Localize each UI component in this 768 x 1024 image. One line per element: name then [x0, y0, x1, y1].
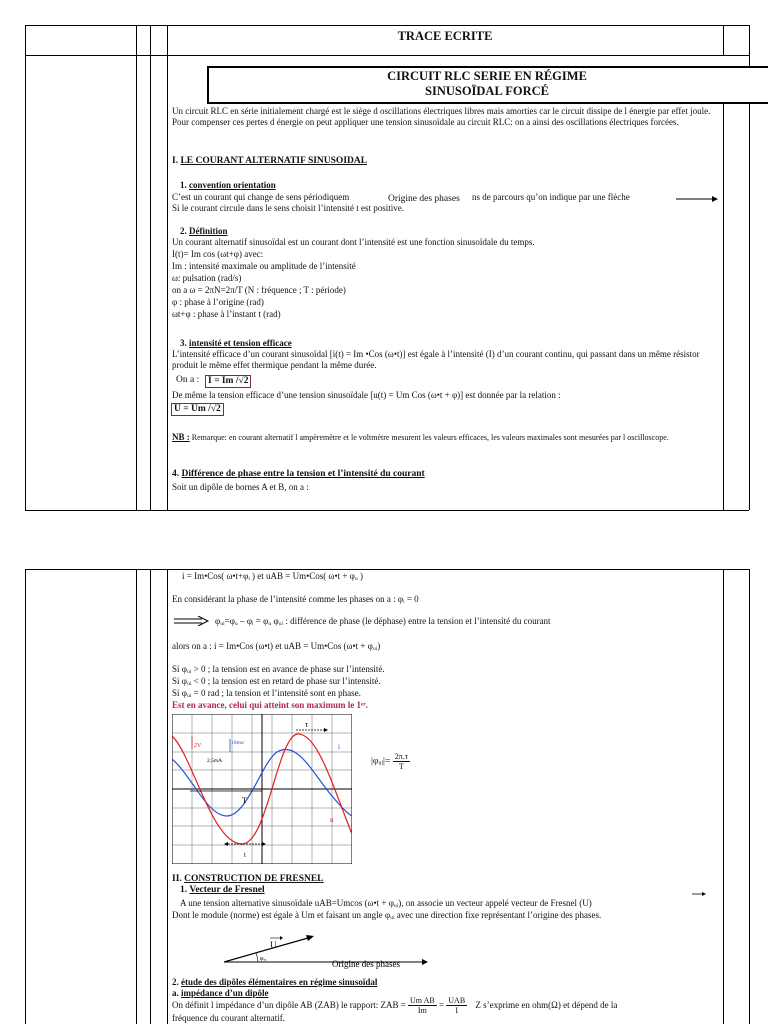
direction-arrow: [676, 194, 718, 204]
fresnel-line2: Dont le module (norme) est égale à Um et faisant un angle φᵤᵢ avec une direction fixe représentant l’origine des phases.: [172, 910, 602, 920]
imp-eq: =: [438, 1000, 445, 1010]
def-line-1: I(t)= Im cos (ωt+φ) avec:: [172, 249, 264, 259]
page-header-title: TRACE ECRITE: [397, 29, 493, 43]
vector-U-label: U: [270, 940, 277, 950]
case-1: Si φᵤᵢ < 0 ; la tension est en retard de phase sur l’intensité.: [172, 676, 381, 686]
nb-label: NB :: [172, 432, 190, 442]
def-line-3: ω: pulsation (rad/s): [172, 273, 242, 283]
fresnel-diagram: [222, 930, 462, 970]
sub3-heading: [180, 338, 292, 349]
eff-line1: L’intensité efficace d’un courant sinusoïdal [i(t) = Im •Cos (ω•t)] est égale à l’intensité (I) d’un courant continu, qui passant dans un même résistor produit le même effet thermique pendant la même durée.: [172, 349, 700, 370]
sub1-num: 1.: [180, 180, 187, 190]
section2-text: CONSTRUCTION DE FRESNEL: [184, 874, 324, 884]
case-0: Si φᵤᵢ > 0 ; la tension est en avance de phase sur l’intensité.: [172, 664, 385, 674]
label-T: T: [242, 796, 247, 805]
def-line-5: φ : phase à l’origine (rad): [172, 297, 264, 307]
label-tau: τ: [305, 720, 309, 729]
nb-text: Remarque: en courant alternatif l ampèremètre et le voltmètre mesurent les valeurs efficaces, les valeurs maximales sont mesurées par l oscilloscope.: [191, 433, 669, 442]
eff-on-a: On a :: [176, 375, 200, 385]
impedance-text: impédance d’un dipôle: [181, 988, 269, 998]
formula-U-eff: U = Um /√2: [171, 403, 224, 416]
def-line-4: on a ω = 2πN=2π/T (N : fréquence ; T : période): [172, 285, 346, 295]
imp-frac1-den: Im: [417, 1006, 427, 1016]
label-i: i: [338, 743, 340, 751]
imp-frac1-num: Um AB: [410, 996, 435, 1006]
fresnel1-text: Vecteur de Fresnel: [189, 885, 265, 895]
fresnel1-num: 1.: [180, 885, 188, 895]
phi-formula-num: 2π.τ: [394, 752, 408, 761]
fresnel-vector-symbol: [692, 891, 706, 897]
label-ms: 10ms/: [231, 740, 245, 746]
def-line-0: Un courant alternatif sinusoïdal est un courant dont l’intensité est une fonction sinusoïdale du temps.: [172, 237, 535, 247]
highlight-rule: Est en avance, celui qui atteint son maximum le 1ᵉʳ.: [172, 700, 368, 710]
label-u: u: [330, 816, 334, 824]
sub1-text: convention orientation: [189, 180, 276, 190]
section1-heading-num: I.: [172, 156, 179, 166]
sub1-line1b: ns de parcours qu’on indique par une flèche: [472, 192, 630, 202]
phi-formula: [371, 752, 410, 771]
section2-num: II.: [172, 874, 182, 884]
sub4-line: Soit un dipôle de bornes A et B, on a :: [172, 482, 309, 492]
imp-frac2-den: I: [455, 1006, 459, 1016]
phi-formula-den: T: [398, 762, 404, 771]
eff-line2: De même la tension efficace d’une tension sinusoïdale [u(t) = Um Cos (ω•t + φ)] est donnée par la relation :: [172, 390, 561, 400]
vector-phi-label: φᵤᵢ: [260, 956, 267, 962]
nb-remark: [172, 432, 717, 443]
phi-formula-lhs: |φᵤᵢ|=: [371, 756, 391, 767]
intro-paragraph: Un circuit RLC en série initialement chargé est le siège d oscillations électriques libres mais amorties car le circuit dissipe de l énergie par effet joule. Pour compenser ces pertes d énergie on peut appliquer une tension sinusoïdale au circuit RLC: on a ainsi des oscillations électriques forcées.: [172, 106, 711, 127]
sub4-text: Différence de phase entre la tension et l’intensité du courant: [181, 469, 425, 479]
sub2-heading: [180, 226, 228, 237]
etude-text: étude des dipôles élémentaires en régime sinusoïdal: [181, 977, 378, 987]
def-line-6: ωt+φ : phase à l’instant t (rad): [172, 309, 281, 319]
sub3-text: intensité et tension efficace: [189, 338, 292, 348]
section2-heading: [172, 874, 324, 885]
label-scale: 2,5mA: [207, 758, 223, 764]
eq-top: i = Im•Cos( ω•t+φᵢ ) et uAB = Um•Cos( ω•t + φᵤ ): [182, 571, 364, 581]
sub1-line1a: C’est un courant qui change de sens périodiquem: [172, 192, 350, 202]
sub2-num: 2.: [180, 226, 187, 236]
section1-heading-text: LE COURANT ALTERNATIF SINUSOIDAL: [180, 156, 368, 166]
imp-line-b: Z s’exprime en ohm(Ω) et dépend de la: [475, 1000, 618, 1010]
impedance-line2: fréquence du courant alternatif.: [172, 1013, 285, 1023]
overlay-origine-label: Origine des phases: [388, 194, 460, 204]
implies-arrow-icon: [174, 616, 210, 626]
imp-line-a: On définit l impédance d’un dipôle AB (ZAB) le rapport: ZAB =: [172, 1000, 406, 1010]
phase-diff: φᵤᵢ=φᵤ – φᵢ = φᵤ φᵤᵢ : différence de phase (le déphase) entre la tension et l’intensité du courant: [215, 616, 551, 626]
fresnel-line1: A une tension alternative sinusoïdale uAB=Umcos (ω•t + φᵤᵢ), on associe un vecteur appelé vecteur de Fresnel (U): [180, 898, 592, 908]
sub4-num: 4.: [172, 469, 180, 479]
impedance-num: a.: [172, 988, 179, 998]
fresnel1-heading: [180, 885, 265, 896]
label-2V: 2V: [194, 743, 202, 749]
sub4-heading: [172, 469, 425, 480]
sub3-num: 3.: [180, 338, 187, 348]
section1-heading: [172, 156, 367, 167]
vector-origin-label: Origine des phases: [332, 959, 400, 969]
etude-num: 2.: [172, 977, 179, 987]
sub2-text: Définition: [189, 226, 228, 236]
oscilloscope-graph: [172, 714, 352, 864]
sub1-heading: [180, 180, 276, 191]
main-title-line1: CIRCUIT RLC SERIE EN RÉGIME: [387, 69, 587, 83]
def-line-2: Im : intensité maximale ou amplitude de l’intensité: [172, 261, 356, 271]
sub1-line2: Si le courant circule dans le sens choisit l’intensité t est positive.: [172, 203, 404, 213]
label-t: t: [244, 851, 246, 859]
main-title-line2: SINUSOÏDAL FORCÉ: [425, 84, 549, 98]
alors-line: alors on a : i = Im•Cos (ω•t) et uAB = Um•Cos (ω•t + φᵤᵢ): [172, 641, 381, 651]
imp-frac2-num: UAB: [448, 996, 466, 1006]
case-2: Si φᵤᵢ = 0 rad ; la tension et l’intensité sont en phase.: [172, 688, 361, 698]
etude-heading: [172, 977, 377, 988]
phase-ref: En considérant la phase de l’intensité comme les phases on a : φᵢ = 0: [172, 594, 419, 604]
formula-I-eff: I = Im /√2: [205, 375, 251, 388]
